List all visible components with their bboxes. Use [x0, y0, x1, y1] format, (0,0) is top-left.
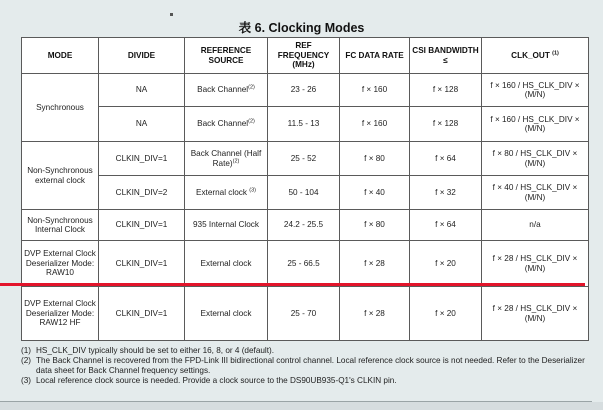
- note-item: [21, 376, 596, 386]
- mode-cell: DVP External Clock Deserializer Mode: RAW12 HF: [22, 287, 99, 341]
- ref-frequency-cell: 25 - 66.5: [268, 241, 340, 287]
- fc-data-rate-cell: f × 160: [340, 107, 410, 142]
- csi-bandwidth-cell: f × 128: [410, 74, 482, 107]
- mode-cell: Non-Synchronous external clock: [22, 142, 99, 210]
- mode-cell: DVP External Clock Deserializer Mode: RAW10: [22, 241, 99, 287]
- divide-cell: CLKIN_DIV=1: [99, 241, 185, 287]
- mode-cell: Non-Synchronous Internal Clock: [22, 210, 99, 241]
- fc-data-rate-cell: f × 40: [340, 176, 410, 210]
- note-text: The Back Channel is recovered from the FPD-Link III bidirectional control channel. Local reference clock source is not needed. Refer to the Deserializer data sheet for Back Channel frequency settings.: [36, 356, 585, 375]
- divide-cell: CLKIN_DIV=2: [99, 176, 185, 210]
- header-csi-bandwidth: CSI BANDWIDTH ≤: [410, 38, 482, 74]
- ref-source-cell: External clock: [185, 241, 268, 287]
- fc-data-rate-cell: f × 28: [340, 241, 410, 287]
- header-clk-out: [482, 38, 589, 74]
- csi-bandwidth-cell: f × 20: [410, 287, 482, 341]
- red-highlight-line: [0, 283, 585, 286]
- divide-cell: CLKIN_DIV=1: [99, 142, 185, 176]
- divide-cell: CLKIN_DIV=1: [99, 287, 185, 341]
- divide-cell: NA: [99, 107, 185, 142]
- csi-bandwidth-cell: f × 64: [410, 142, 482, 176]
- clk-out-cell: n/a: [482, 210, 589, 241]
- fc-data-rate-cell: f × 80: [340, 210, 410, 241]
- ref-source-note: (3): [249, 187, 256, 194]
- ref-frequency-cell: 25 - 70: [268, 287, 340, 341]
- ref-source-note: (2): [248, 84, 255, 91]
- note-item: [21, 346, 596, 356]
- ref-source-cell: External clock: [185, 287, 268, 341]
- ref-source-text: External clock: [196, 187, 247, 197]
- divide-cell: CLKIN_DIV=1: [99, 210, 185, 241]
- note-number: (2): [21, 356, 32, 365]
- ref-source-text: Back Channel: [197, 119, 249, 129]
- table-caption: 表 6. Clocking Modes: [238, 21, 365, 35]
- ref-frequency-cell: 25 - 52: [268, 142, 340, 176]
- table-row: [22, 287, 589, 341]
- ref-frequency-cell: 50 - 104: [268, 176, 340, 210]
- speck-mark: [170, 13, 173, 16]
- note-item: [21, 356, 596, 376]
- table-row: [22, 142, 589, 176]
- fc-data-rate-cell: f × 80: [340, 142, 410, 176]
- table-row: [22, 107, 589, 142]
- csi-bandwidth-cell: f × 64: [410, 210, 482, 241]
- divide-cell: NA: [99, 74, 185, 107]
- fc-data-rate-cell: f × 28: [340, 287, 410, 341]
- table-row: [22, 74, 589, 107]
- clk-out-cell: f × 40 / HS_CLK_DIV × (M/N): [482, 176, 589, 210]
- clk-out-cell: f × 160 / HS_CLK_DIV × (M/N): [482, 107, 589, 142]
- ref-source-cell: 935 Internal Clock: [185, 210, 268, 241]
- ref-source-cell: [185, 142, 268, 176]
- mode-cell: Synchronous: [22, 74, 99, 142]
- table-notes: [21, 346, 596, 386]
- clk-out-cell: f × 28 / HS_CLK_DIV × (M/N): [482, 241, 589, 287]
- ref-source-cell: [185, 74, 268, 107]
- header-row: [22, 38, 589, 74]
- header-divide: DIVIDE: [99, 38, 185, 74]
- clk-out-cell: f × 160 / HS_CLK_DIV × (M/N): [482, 74, 589, 107]
- header-ref-source: REFERENCE SOURCE: [185, 38, 268, 74]
- csi-bandwidth-cell: f × 20: [410, 241, 482, 287]
- table-row: [22, 241, 589, 287]
- ref-frequency-cell: 24.2 - 25.5: [268, 210, 340, 241]
- header-fc-data-rate: FC DATA RATE: [340, 38, 410, 74]
- header-ref-frequency: REF FREQUENCY (MHz): [268, 38, 340, 74]
- ref-source-cell: [185, 107, 268, 142]
- header-mode: MODE: [22, 38, 99, 74]
- clk-out-cell: f × 80 / HS_CLK_DIV × (M/N): [482, 142, 589, 176]
- note-text: HS_CLK_DIV typically should be set to either 16, 8, or 4 (default).: [36, 346, 275, 355]
- table-row: [22, 210, 589, 241]
- ref-source-text: Back Channel: [197, 85, 249, 95]
- clk-out-cell: f × 28 / HS_CLK_DIV × (M/N): [482, 287, 589, 341]
- table-row: [22, 176, 589, 210]
- ref-source-note: (2): [248, 118, 255, 125]
- ref-source-text: Back Channel (Half Rate): [190, 149, 262, 168]
- header-clk-out-label: CLK_OUT: [511, 50, 550, 60]
- bottom-strip: [0, 402, 603, 410]
- fc-data-rate-cell: f × 160: [340, 74, 410, 107]
- header-clk-out-note: (1): [552, 50, 559, 57]
- note-number: (3): [21, 376, 32, 385]
- note-number: (1): [21, 346, 32, 355]
- csi-bandwidth-cell: f × 128: [410, 107, 482, 142]
- note-text: Local reference clock source is needed. Provide a clock source to the DS90UB935-Q1's CLKIN pin.: [36, 376, 397, 385]
- csi-bandwidth-cell: f × 32: [410, 176, 482, 210]
- ref-source-cell: [185, 176, 268, 210]
- ref-source-note: (2): [232, 157, 240, 164]
- clocking-modes-table: [21, 37, 589, 341]
- ref-frequency-cell: 23 - 26: [268, 74, 340, 107]
- ref-frequency-cell: 11.5 - 13: [268, 107, 340, 142]
